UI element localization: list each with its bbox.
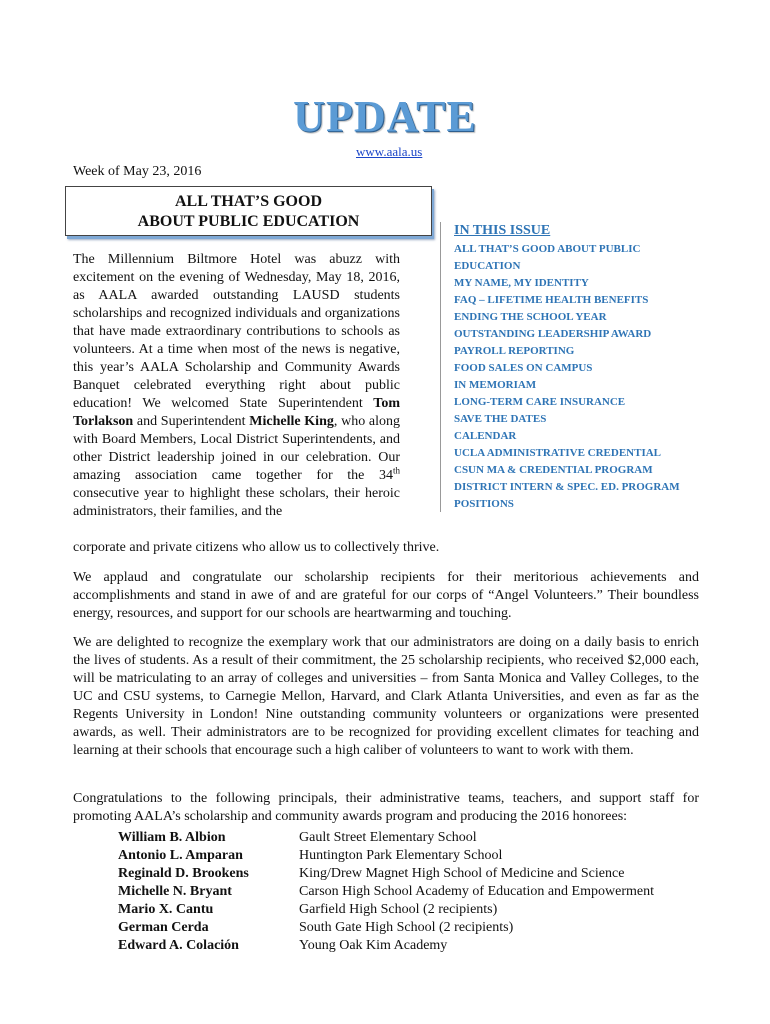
list-item [118,919,719,937]
article-lead-paragraph: The Millennium Biltmore Hotel was abuzz with excitement on the evening of Wednesday, May 18, 2016, as AALA awarded outstanding LAUSD students scholarships and recognized individuals and organizations that have made extraordinary contributions to schools as volunteers. At a time when most of the news is negative, this year’s AALA Scholarship and Community Awards Banquet celebrated everything right about public education! We welcomed State Superintendent Tom Torlakson and Superintendent Michelle King, who along with Board Members, Local District Superintendents, and other District leadership joined in our celebration. Our amazing association came together for the 34th consecutive year to highlight these scholars, their heroic administrators, their families, and the [73,252,400,519]
honoree-school: Young Oak Kim Academy [299,938,448,953]
sidebar-title: IN THIS ISSUE [454,223,551,238]
article-lead-paragraph-end: corporate and private citizens who allow us to collectively thrive. [73,540,440,555]
list-item [118,829,719,847]
article-headline-box [65,186,432,236]
contents-item: PAYROLL REPORTING [454,345,575,357]
contents-item: ENDING THE SCHOOL YEAR [454,311,607,323]
honorees-list [118,829,719,955]
contents-item: ALL THAT’S GOOD ABOUT PUBLIC [454,243,641,255]
in-this-issue-sidebar [440,222,740,512]
headline-line-1: ALL THAT’S GOOD [175,193,322,210]
contents-item: EDUCATION [454,260,521,272]
contents-item: POSITIONS [454,498,514,510]
list-item [118,865,719,883]
person-name: Tom Torlakson [73,396,400,429]
contents-item: FOOD SALES ON CAMPUS [454,362,593,374]
contents-item: MY NAME, MY IDENTITY [454,277,589,289]
contents-item: CALENDAR [454,430,517,442]
contents-item: IN MEMORIAM [454,379,537,391]
honoree-name: Mario X. Cantu [118,902,214,917]
website-link[interactable]: www.aala.us [356,144,423,159]
honoree-school: Huntington Park Elementary School [299,848,503,863]
honoree-school: South Gate High School (2 recipients) [299,920,514,935]
contents-item: LONG-TERM CARE INSURANCE [454,396,626,408]
honoree-school: King/Drew Magnet High School of Medicine and Science [299,866,625,881]
honoree-name: Michelle N. Bryant [118,884,232,899]
article-paragraph-3: We are delighted to recognize the exemplary work that our administrators are doing on a daily basis to enrich the lives of students. As a result of their commitment, the 25 scholarship recipients, who received $2,000 each, will be matriculating to an array of colleges and universities – from Santa Monica and Valley Colleges, to the UC and CSU systems, to Carnegie Mellon, Harvard, and Clark Atlanta Universities, and even as far as the Regents University in London! Nine outstanding community volunteers or organizations were presented awards, as well. Their administrators are to be recognized for providing excellent climates for teaching and learning at their schools that encourage such a high caliber of volunteers to want to work with them. [73,635,699,758]
contents-item: SAVE THE DATES [454,413,547,425]
honoree-name: Antonio L. Amparan [118,848,243,863]
list-item [118,937,719,955]
honoree-school: Gault Street Elementary School [299,830,477,845]
contents-item: FAQ – LIFETIME HEALTH BENEFITS [454,294,649,306]
contents-item: OUTSTANDING LEADERSHIP AWARD [454,328,652,340]
contents-item: CSUN MA & CREDENTIAL PROGRAM [454,464,653,476]
honoree-name: German Cerda [118,920,209,935]
list-item [118,901,719,919]
article-paragraph-4: Congratulations to the following principals, their administrative teams, teachers, and support staff for promoting AALA’s scholarship and community awards program and producing the 2016 honorees: [73,791,699,824]
issue-date: Week of May 23, 2016 [73,164,202,179]
contents-item: DISTRICT INTERN & SPEC. ED. PROGRAM [454,481,680,493]
honoree-name: William B. Albion [118,830,226,845]
newsletter-title: UPDATE [293,92,477,141]
article-paragraph-2: We applaud and congratulate our scholarship recipients for their meritorious achievements and accomplishments and stand in awe of and are grateful for our corps of “Angel Volunteers.” Their boundless energy, resources, and support for our schools are heartwarming and touching. [73,570,699,621]
contents-item: UCLA ADMINISTRATIVE CREDENTIAL [454,447,662,459]
person-name: Michelle King [249,414,334,429]
issue-contents-list [454,241,740,513]
honoree-name: Reginald D. Brookens [118,866,249,881]
honoree-school: Carson High School Academy of Education and Empowerment [299,884,654,899]
headline-line-2: ABOUT PUBLIC EDUCATION [137,213,360,230]
masthead [0,92,770,142]
list-item [118,847,719,865]
honoree-school: Garfield High School (2 recipients) [299,902,498,917]
list-item [118,883,719,901]
honoree-name: Edward A. Colación [118,938,239,953]
